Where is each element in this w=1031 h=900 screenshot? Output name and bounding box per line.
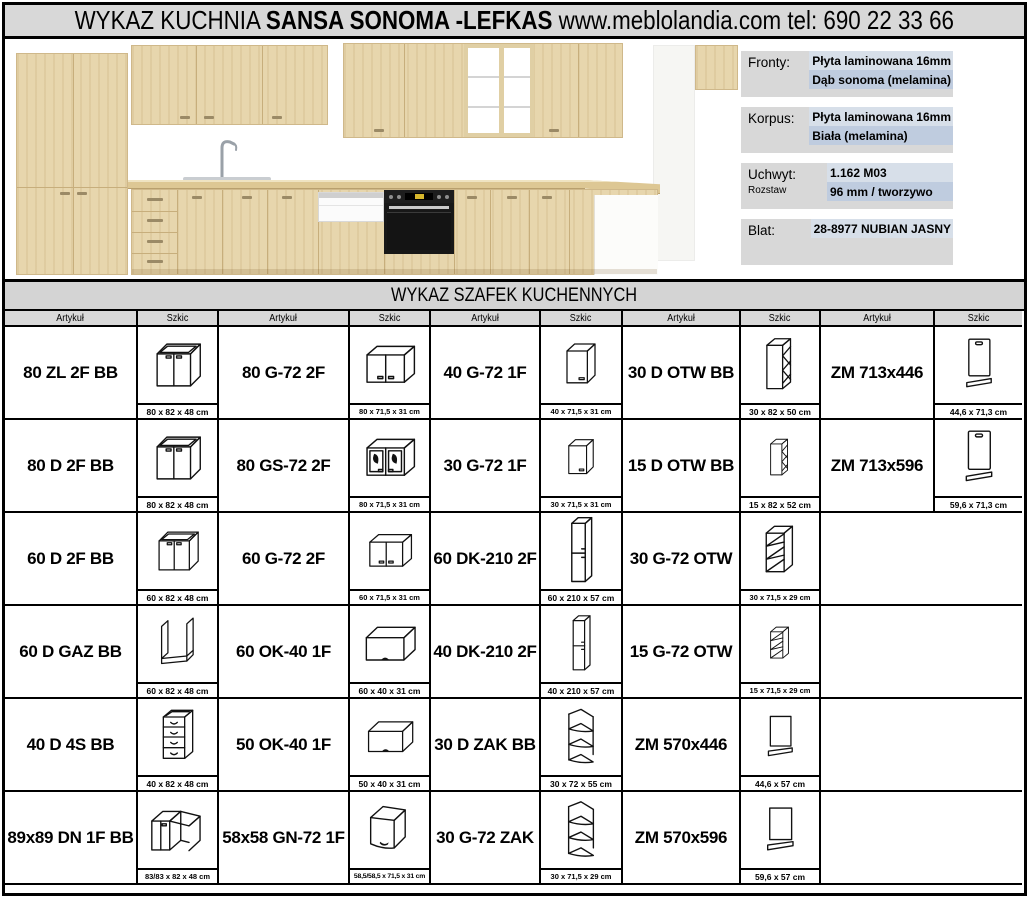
sketch-drawing [350, 513, 429, 589]
spec-value-1: Płyta laminowana 16mm [809, 107, 953, 126]
dimensions-label: 40 x 82 x 48 cm [138, 775, 217, 790]
oven-door [387, 212, 451, 250]
spec-sublabel: Rozstaw [748, 185, 787, 196]
side-panel [653, 45, 695, 261]
document-page [2, 2, 1027, 896]
sketch-drawing [741, 699, 819, 775]
sketch-cell [741, 420, 821, 513]
dishwasher [318, 192, 384, 222]
rack-wall-30-sketch-icon [758, 521, 802, 581]
spec-value-1: Płyta laminowana 16mm [809, 51, 953, 70]
sketch-cell [741, 792, 821, 885]
drawers-40-sketch-icon [154, 703, 202, 771]
document-title-bar [5, 5, 1024, 39]
sketch-drawing [935, 420, 1022, 496]
article-cell: 30 D OTW BB [623, 327, 741, 420]
tall-cabinets [16, 53, 128, 275]
page-title [75, 5, 954, 36]
spec-label: Korpus: [748, 111, 795, 126]
sketch-cell [138, 513, 219, 606]
dimensions-label: 30 x 71,5 x 29 cm [541, 868, 621, 883]
oven-handle [389, 206, 449, 209]
sketch-drawing [541, 606, 621, 682]
glass-80-sketch-icon [357, 432, 423, 484]
col-header-szkic-2: Szkic [350, 311, 431, 327]
sketch-drawing [138, 327, 217, 403]
dimensions-label: 40 x 71,5 x 31 cm [541, 403, 621, 418]
article-cell: 80 ZL 2F BB [5, 327, 138, 420]
spec-value-2: Biała (melamina) [809, 126, 953, 145]
sketch-cell [138, 699, 219, 792]
sketch-cell [541, 420, 623, 513]
sketch-drawing [138, 699, 217, 775]
dimensions-label: 15 x 71,5 x 29 cm [741, 682, 819, 697]
table-row-2 [5, 420, 1024, 513]
table-row-4 [5, 606, 1024, 699]
article-cell: 15 D OTW BB [623, 420, 741, 513]
small-upper-cabinet [695, 45, 738, 90]
spec-value-1: 28-8977 NUBIAN JASNY [811, 219, 953, 238]
table-row-1 [5, 327, 1024, 420]
sketch-drawing [350, 699, 429, 775]
article-cell: 30 D ZAK BB [431, 699, 541, 792]
flip-60-sketch-icon [358, 621, 422, 667]
article-cell: 15 G-72 OTW [623, 606, 741, 699]
sketch-drawing [741, 513, 819, 589]
spec-fronty [741, 51, 953, 97]
article-cell: ZM 713x446 [821, 327, 935, 420]
sketch-cell [350, 792, 431, 885]
article-cell: ZM 570x446 [623, 699, 741, 792]
kitchen-section [5, 39, 1024, 282]
article-cell: 80 D 2F BB [5, 420, 138, 513]
sketch-drawing [350, 420, 429, 496]
dimensions-label: 60 x 82 x 48 cm [138, 589, 217, 604]
base-open-80-sketch-icon [145, 333, 211, 397]
table-row-5 [5, 699, 1024, 792]
dimensions-label: 80 x 82 x 48 cm [138, 403, 217, 418]
empty-cell [821, 606, 1022, 699]
sketch-drawing [741, 420, 819, 496]
sketch-cell [935, 327, 1022, 420]
dimensions-label: 80 x 82 x 48 cm [138, 496, 217, 511]
title-prefix: WYKAZ KUCHNIA [74, 5, 267, 35]
sketch-drawing [541, 513, 621, 589]
sketch-cell [350, 606, 431, 699]
dimensions-label: 80 x 71,5 x 31 cm [350, 496, 429, 511]
title-kitchen-name: SANSA SONOMA -LEFKAS [266, 5, 553, 35]
col-header-artykul-2: Artykuł [219, 311, 350, 327]
dimensions-label: 60 x 82 x 48 cm [138, 682, 217, 697]
article-cell: ZM 713x596 [821, 420, 935, 513]
dimensions-label: 30 x 71,5 x 31 cm [541, 496, 621, 511]
corner-base-89-sketch-icon [142, 799, 214, 861]
article-cell: 60 G-72 2F [219, 513, 350, 606]
flip-50-sketch-icon [361, 715, 419, 759]
sketch-drawing [541, 792, 621, 868]
col-header-szkic-3: Szkic [541, 311, 623, 327]
article-cell: 60 D GAZ BB [5, 606, 138, 699]
dimensions-label: 30 x 71,5 x 29 cm [741, 589, 819, 604]
dimensions-label: 40 x 210 x 57 cm [541, 682, 621, 697]
sketch-cell [741, 513, 821, 606]
spec-value-1: 1.162 M03 [827, 163, 953, 182]
base-open-80-sketch-icon [145, 426, 211, 490]
zak-base-30-sketch-icon [558, 706, 604, 768]
col-header-szkic-4: Szkic [741, 311, 821, 327]
sketch-drawing [541, 699, 621, 775]
materials-panel [741, 51, 953, 275]
base-open-60-sketch-icon [149, 520, 207, 582]
base-cabinets [131, 189, 658, 275]
sketch-cell [541, 792, 623, 885]
sketch-drawing [541, 327, 621, 403]
corner-base-panel [594, 195, 658, 275]
sketch-drawing [138, 792, 217, 868]
sketch-drawing [138, 513, 217, 589]
rack-base-30-sketch-icon [759, 333, 801, 397]
sketch-cell [138, 606, 219, 699]
article-cell: 40 G-72 1F [431, 327, 541, 420]
dimensions-label: 44,6 x 71,3 cm [935, 403, 1022, 418]
table-row-3 [5, 513, 1024, 606]
article-cell: 40 DK-210 2F [431, 606, 541, 699]
spec-korpus [741, 107, 953, 153]
article-cell: 30 G-72 OTW [623, 513, 741, 606]
zak-wall-30-sketch-icon [559, 796, 603, 864]
sketch-drawing [138, 420, 217, 496]
dimensions-label: 30 x 82 x 50 cm [741, 403, 819, 418]
sketch-drawing [741, 606, 819, 682]
sketch-cell [741, 606, 821, 699]
table-banner-label: WYKAZ SZAFEK KUCHENNYCH [391, 284, 638, 306]
col-header-artykul-4: Artykuł [623, 311, 741, 327]
sketch-cell [350, 513, 431, 606]
col-header-artykul-3: Artykuł [431, 311, 541, 327]
sketch-cell [541, 327, 623, 420]
faucet-icon [208, 134, 242, 181]
oven [384, 190, 454, 254]
table-row-6 [5, 792, 1024, 885]
wall1f-40-sketch-icon [558, 337, 604, 393]
sketch-cell [138, 327, 219, 420]
gaz-60-sketch-icon [149, 614, 207, 674]
wall1f-30-sketch-icon [561, 430, 601, 486]
article-cell: 80 G-72 2F [219, 327, 350, 420]
article-cell: 50 OK-40 1F [219, 699, 350, 792]
tall-60-sketch-icon [562, 513, 600, 589]
empty-cell [821, 699, 1022, 792]
article-cell: 60 DK-210 2F [431, 513, 541, 606]
dimensions-label: 60 x 71,5 x 31 cm [350, 589, 429, 604]
countertop [128, 180, 585, 189]
article-cell: 89x89 DN 1F BB [5, 792, 138, 885]
dimensions-label: 50 x 40 x 31 cm [350, 775, 429, 790]
oven-controls [384, 190, 454, 203]
sketch-cell [741, 699, 821, 792]
dimensions-label: 15 x 82 x 52 cm [741, 496, 819, 511]
sketch-cell [350, 699, 431, 792]
sketch-cell [541, 699, 623, 792]
sketch-cell [138, 420, 219, 513]
spec-label: Blat: [748, 223, 776, 238]
empty-cell [821, 792, 1022, 885]
col-header-szkic-5: Szkic [935, 311, 1022, 327]
spec-blat [741, 219, 953, 265]
col-header-artykul-1: Artykuł [5, 311, 138, 327]
dimensions-label: 30 x 72 x 55 cm [541, 775, 621, 790]
tall-40-sketch-icon [566, 606, 596, 682]
table-banner [5, 282, 1024, 311]
sketch-cell [741, 327, 821, 420]
col-header-szkic-1: Szkic [138, 311, 219, 327]
upper-cabinets-left [131, 45, 328, 125]
article-cell: 30 G-72 1F [431, 420, 541, 513]
sketch-cell [541, 606, 623, 699]
drawer-unit [132, 190, 177, 276]
rack-wall-15-sketch-icon [765, 613, 795, 675]
zm-570x596-sketch-icon [758, 804, 802, 856]
sketch-cell [350, 420, 431, 513]
spec-value-2: 96 mm / tworzywo [827, 182, 953, 201]
upper-cabinets-right [343, 43, 623, 138]
dimensions-label: 59,6 x 71,3 cm [935, 496, 1022, 511]
article-cell: 30 G-72 ZAK [431, 792, 541, 885]
empty-cell [821, 513, 1022, 606]
article-cell: 60 OK-40 1F [219, 606, 350, 699]
zm-570x446-sketch-icon [762, 712, 798, 762]
sketch-cell [935, 420, 1022, 513]
corner-wall-58-sketch-icon [362, 801, 418, 859]
oven-display [405, 193, 433, 200]
table-header-row [5, 311, 1024, 327]
wall2f-60-sketch-icon [361, 526, 419, 576]
sketch-drawing [741, 792, 819, 868]
dimensions-label: 60 x 40 x 31 cm [350, 682, 429, 697]
sketch-cell [138, 792, 219, 885]
dimensions-label: 58,5/58,5 x 71,5 x 31 cm [350, 868, 429, 883]
spec-value-2: Dąb sonoma (melamina) [809, 70, 953, 89]
article-cell: 40 D 4S BB [5, 699, 138, 792]
dimensions-label: 44,6 x 57 cm [741, 775, 819, 790]
wall2f-80-sketch-icon [357, 339, 423, 391]
sketch-drawing [541, 420, 621, 496]
zm-713x596-sketch-icon [956, 427, 1002, 489]
col-header-artykul-5: Artykuł [821, 311, 935, 327]
sketch-drawing [935, 327, 1022, 403]
article-cell: 80 GS-72 2F [219, 420, 350, 513]
article-cell: ZM 570x596 [623, 792, 741, 885]
zm-713x446-sketch-icon [960, 334, 998, 396]
dimensions-label: 80 x 71,5 x 31 cm [350, 403, 429, 418]
dimensions-label: 60 x 210 x 57 cm [541, 589, 621, 604]
spec-label: Fronty: [748, 55, 791, 70]
article-cell: 60 D 2F BB [5, 513, 138, 606]
title-contact: www.meblolandia.com tel: 690 22 33 66 [552, 5, 955, 35]
article-cell: 58x58 GN-72 1F [219, 792, 350, 885]
sketch-drawing [138, 606, 217, 682]
spec-uchwyt [741, 163, 953, 209]
rack-base-15-sketch-icon [765, 424, 795, 492]
glass-cabinet [464, 44, 534, 137]
table-body [5, 327, 1024, 885]
sketch-drawing [350, 792, 429, 868]
cabinet-table [5, 282, 1024, 885]
dimensions-label: 59,6 x 57 cm [741, 868, 819, 883]
spec-label: Uchwyt: Rozstaw [741, 163, 827, 209]
sketch-drawing [350, 606, 429, 682]
sketch-drawing [741, 327, 819, 403]
sketch-drawing [350, 327, 429, 403]
sketch-cell [541, 513, 623, 606]
sketch-cell [350, 327, 431, 420]
dimensions-label: 83/83 x 82 x 48 cm [138, 868, 217, 883]
